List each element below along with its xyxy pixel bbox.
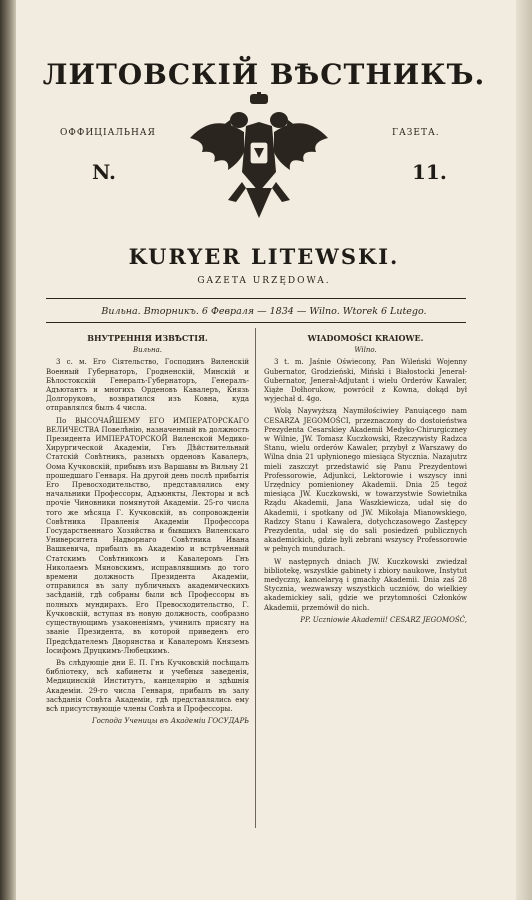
right-paragraph: 3 t. m. Jaśnie Oświecony, Pan Wileński Wojenny Gubernator, Grodzieński, Miński i Białostocki Jenerał-Gubernator, Jenerał-Adjutant i wielu Orderów Kawaler, Xiąże Dołhorukow, powrócił z Kowna, dokąd był wyjechał d. 4go. [264,358,467,404]
right-place: Wilno. [354,346,377,355]
right-paragraph: Wolą Naywyższą Naymiłościwiey Panuiącego nam CESARZA JEGOMOŚCI, przeznaczony do dostoieństwa Prezydenta Cesarskiey Akademii Medyko-Chirurgiczney w Wilnie, JW. Tomasz Kuczkowski, Rzeczywisty Radzca Stanu, wielu orderów Kawaler, przybył z Warszawy do Wilna dnia 21 upłynionego miesiąca Stycznia. Nazajutrz mieli zaszczyt przedstawić się Panu Prezydentowi Professorowie, Adjunkci, Lektorowie i wszyscy inni Urzędnicy pomienioney Akademii. Dnia 25 tegoż miesiąca JW. Kuczkowski, w towarzystwie Sowietnika Rządu Akademii, Jana Waszkiewicza, udał się do Akademii, i spotkany od JW. Mikołaja Mianowskiego, Radzcy Stanu i Kawalera, dotychczasowego Zastępcy Prezydenta, udał się do sali posiedzeń publicznych akademickich, gdzie byli zebrani wszyscy Professorowie w pełnych mundurach. [264,407,467,554]
left-column-russian [46,334,249,729]
double-headed-eagle-emblem [184,92,334,222]
masthead-label-right: ГАЗЕТА. [392,128,440,138]
left-paragraph: 3 с. м. Его Сіятельство, Господинъ Виленскій Военный Губернаторъ, Гродненскій, Минскій и Бѣлостокскій Генералъ-Губернаторъ, Генералъ-Адъютантъ и многихъ Орденовъ Кавалеръ, Князь Долгоруковъ, возвратился изъ Ковна, куда отправлялся былъ 4 числа. [46,358,249,413]
right-column-polish [264,334,467,628]
masthead-label-left: ОФФИЦІАЛЬНАЯ [60,128,156,138]
left-paragraph: По ВЫСОЧАЙШЕМУ ЕГО ИМПЕРАТОРСКАГО ВЕЛИЧЕСТВА Повелѣнію, назначенный въ должность Президента ИМПЕРАТОРСКОЙ Виленской Медико-Хирургической Академіи, Гнъ Дѣйствительный Статскій Совѣтникъ, разныхъ орденовъ Кавалеръ, Оома Кучковскій, прибывъ изъ Варшавы въ Вильну 21 прошедшаго Генваря. На другой день послѣ прибытія Его Превосходительство, представлялись ему начальники Профессоры, Адъюнкты, Лекторы и всѣ прочіе Чиновники помянутой Академіи. 25-го числа того же мѣсяца Г. Кучковскій, въ сопровожденіи Совѣтника Правленія Академіи Профессора Государственнаго Хозяйства и бывшихъ Виленскаго Университета Надворнаго Совѣтника Ивана Вашкевича, прибылъ въ Академію и встрѣченный Статскимъ Совѣтникомъ и Кавалеромъ Гнъ Николаемъ Мяновскимъ, исправлявшимъ до того времени должность Президента Академіи, отправился въ залу публичныхъ академическихъ засѣданій, гдѣ собраны были всѣ Профессоры въ полныхъ мундирахъ. Его Превосходительство, Г. Кучковскій, вступая въ новую должность, сообразно существующимъ узаконеніямъ, учинилъ присягу на званіе Президента, въ которой приведенъ его Предсѣдателемъ Дворянства и Кавалеромъ Княземъ Іосифомъ Друцкимъ-Любецкимъ. [46,416,249,655]
left-heading: ВНУТРЕННІЯ ИЗВѢСТІЯ. [87,333,208,343]
left-closing: Господа Ученицы въ Академіи ГОСУДАРЬ [92,717,249,726]
right-closing: PP. Uczniowie Akademii! CESARZ JEGOMOŚĆ, [300,615,467,624]
masthead-title-russian: ЛИТОВСКІЙ ВѢСТНИКЪ. [42,58,486,91]
bottom-rule [46,322,466,323]
issue-number: 11. [412,160,447,184]
left-place: Вильна. [133,346,162,355]
masthead-subtitle: GAZETA URZĘDOWA. [197,276,331,286]
column-divider [255,328,256,828]
masthead-title-polish: KURYER LITEWSKI. [128,244,400,269]
date-line: Вильна. Вторникъ. 6 Февраля — 1834 — Wilno. Wtorek 6 Lutego. [101,306,427,317]
issue-number-label: N. [92,160,116,184]
page-edge [516,0,532,900]
left-paragraph: Въ слѣдующіе дни Е. П. Гнъ Кучковскій посѣщалъ библіотеку, всѣ кабинеты и учебныя заведенія, Медицинскій Институтъ, канцелярію и здѣшнія Академіи. 29-го числа Генваря, прибылъ въ залу засѣданія Совѣта Академіи, гдѣ представлялись ему всѣ присутствующіе члены Совѣта и Профессоры. [46,658,249,713]
right-paragraph: W następnych dniach JW. Kuczkowski zwiedzał bibliotekę, wszystkie gabinety i zbiory naukowe, Instytut medyczny, kancelaryą i gmachy Akademii. Dnia zaś 28 Stycznia, wezwawszy wszystkich uczniów, do wielkiey akademickiey sali, gdzie we przytomności Członków Akademii, przemówił do nich. [264,557,467,612]
book-spine [0,0,16,900]
top-rule [46,298,466,299]
right-heading: WIADOMOŚCI KRAIOWE. [307,333,424,343]
